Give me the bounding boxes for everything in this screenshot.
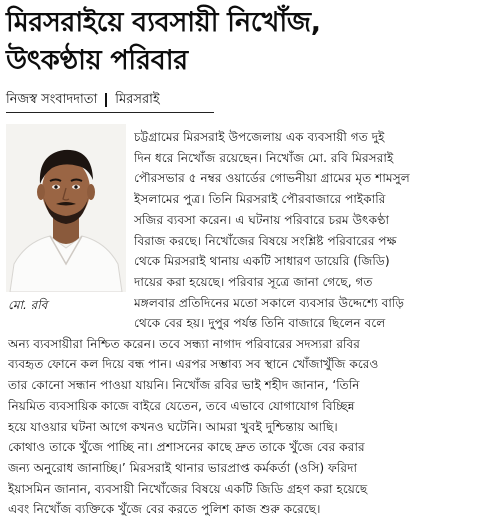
byline-rule — [6, 112, 214, 113]
body-line: চট্টগ্রামের মিরসরাই উপজেলায় এক ব্যবসায়ী গত দুই — [134, 130, 385, 144]
body-line: ইয়াসমিন জানান, ব্যবসায়ী নিখোঁজের বিষয়ে একটি জিডি গ্রহণ করা হয়েছে — [8, 481, 368, 496]
body-line: এবং নিখোঁজ ব্যক্তিকে খুঁজে বের করতে পুলিশ কাজ শুরু করেছে। — [8, 502, 321, 517]
body-line: হয়ে যাওয়ার ঘটনা আগে কখনও ঘটেনি। আমরা খুবই দুশ্চিন্তায় আছি। — [8, 419, 338, 434]
byline-location: মিরসরাই — [115, 92, 160, 107]
body-line: দিন ধরে নিখোঁজ রয়েছেন। নিখোঁজ মো. রবি মিরসরাই — [134, 150, 394, 165]
body-line: অন্য ব্যবসায়ীরা নিশ্চিত করেন। তবে সন্ধ্যা নাগাদ পরিবারের সদস্যরা রবির — [8, 336, 361, 351]
headline — [6, 4, 472, 80]
portrait-photo — [6, 124, 126, 292]
body-line: মঙ্গলবার প্রতিদিনের মতো সকালে ব্যবসার উদ্দেশ্যে বাড়ি — [134, 295, 405, 310]
body-line: নিয়মিত ব্যবসায়িক কাজে বাইরে যেতেন, তবে এভাবে যোগাযোগ বিচ্ছিন্ন — [8, 398, 355, 413]
article-body-right-column — [134, 127, 472, 313]
body-line: জন্য অনুরোধ জানাচ্ছি।’ মিরসরাই থানার ভারপ্রাপ্ত কর্মকর্তা (ওসি) ফরিদা — [8, 460, 358, 475]
byline-reporter: নিজস্ব সংবাদদাতা — [6, 92, 98, 107]
body-line: কোথাও তাকে খুঁজে পাচ্ছি না। প্রশাসনের কাছে দ্রুত তাকে খুঁজে বের করার — [8, 440, 365, 455]
body-line: থেকে বের হয়। দুপুর পর্যন্ত তিনি বাজারে ছিলেন বলে — [134, 316, 386, 330]
byline-separator — [105, 93, 107, 107]
body-line: থেকে মিরসরাই থানায় একটি সাধারণ ডায়েরি (জিডি) — [134, 254, 390, 269]
byline — [6, 89, 160, 111]
body-line: পৌরসভার ৫ নম্বর ওয়ার্ডের গোভনীয়া গ্রামের মৃত শামসুল — [134, 171, 410, 186]
body-line: দায়ের করা হয়েছে। পরিবার সূত্রে জানা গেছে, গত — [134, 274, 373, 289]
body-line: বিরাজ করছে। নিখোঁজের বিষয়ে সংশ্লিষ্ট পরিবারের পক্ষ — [134, 233, 397, 248]
headline-line-1: মিরসরাইয়ে ব্যবসায়ী নিখোঁজ, — [6, 7, 321, 38]
body-line: তার কোনো সন্ধান পাওয়া যায়নি। নিখোঁজ রবির ভাই শহীদ জানান, ‘তিনি — [8, 378, 360, 393]
article-body-full-width — [8, 313, 472, 520]
body-line: ইসলামের পুত্র। তিনি মিরসরাই পৌরবাজারে পাইকারি — [134, 192, 386, 207]
body-line: ব্যবহৃত ফোনে কল দিয়ে বন্ধ পান। এরপর সম্ভাব্য সব স্থানে খোঁজাখুঁজি করেও — [8, 357, 379, 372]
photo-caption: মো. রবি — [8, 298, 48, 312]
headline-line-2: উৎকণ্ঠায় পরিবার — [6, 45, 188, 76]
body-line: সজির ব্যবসা করেন। এ ঘটনায় পরিবারে চরম উৎকণ্ঠা — [134, 212, 390, 227]
